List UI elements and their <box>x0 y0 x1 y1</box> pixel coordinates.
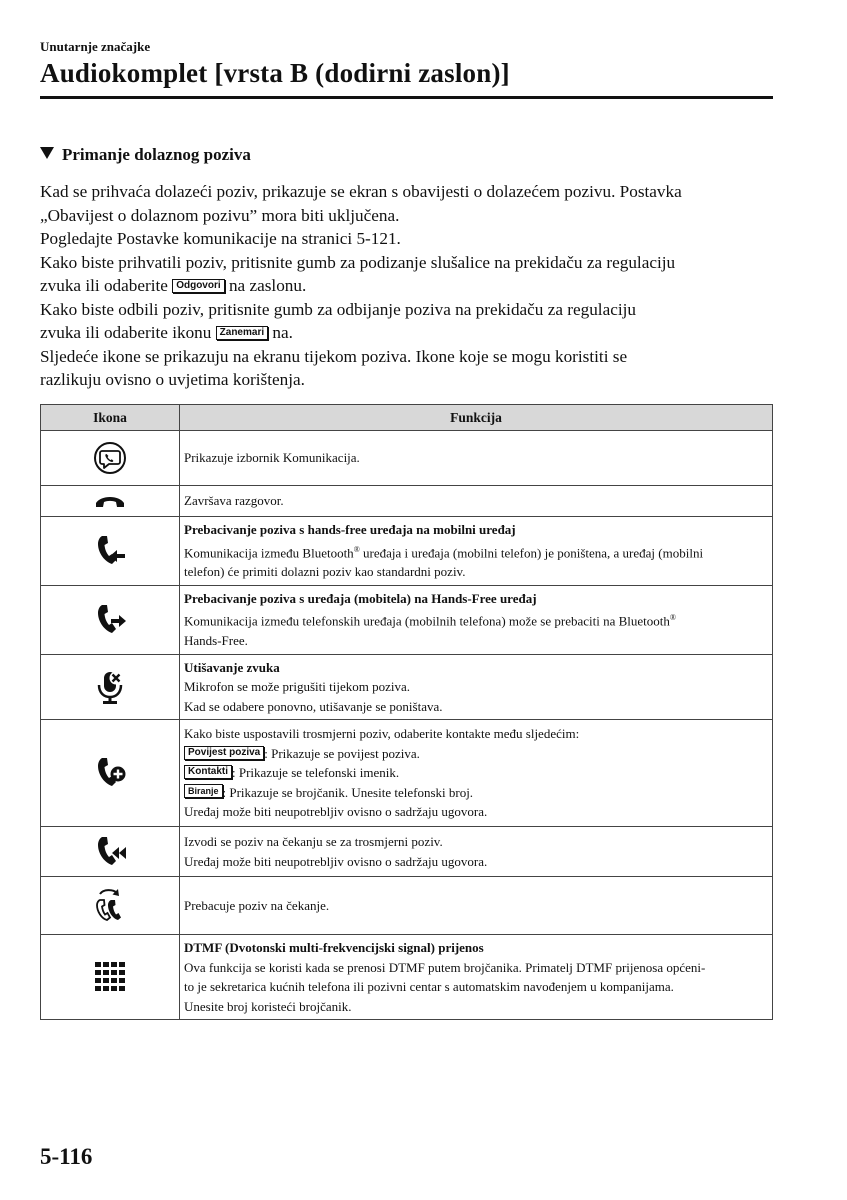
paragraph-line: „Obavijest o dolaznom pozivu” mora biti uključena. <box>40 205 400 225</box>
paragraph-line: Kako biste prihvatili poziv, pritisnite gumb za podizanje slušalice na prekidaču za regulaciju <box>40 252 676 272</box>
table-row <box>41 517 773 586</box>
function-cell: Kako biste uspostavili trosmjerni poziv, odaberite kontakte među sljedećim: Povijest poziva : Prikazuje se povijest poziva. Kontakti : Prikazuje se telefonski imenik. Biranje : Prikazuje se brojčanik. Unesite telefonski broj. Uređaj može biti neupotrebljiv ovisno o sadržaju ugovora. <box>180 720 773 827</box>
ignore-button-label: Zanemari <box>216 326 268 340</box>
merge-call-icon <box>92 834 128 870</box>
icon-cell <box>41 585 180 654</box>
call-history-button-label: Povijest poziva <box>184 746 264 760</box>
subheading-text: Primanje dolaznog poziva <box>62 145 251 164</box>
dtmf-keypad-icon <box>93 961 127 993</box>
icon-cell <box>41 877 180 935</box>
hang-up-icon <box>93 492 127 510</box>
icon-cell <box>41 486 180 517</box>
add-call-icon <box>92 754 128 792</box>
table-row <box>41 720 773 827</box>
icon-cell <box>41 827 180 877</box>
table-row <box>41 585 773 654</box>
function-cell: Prikazuje izbornik Komunikacija. <box>180 431 773 486</box>
mute-microphone-icon <box>95 668 125 706</box>
icon-cell <box>41 517 180 586</box>
function-cell: Završava razgovor. <box>180 486 773 517</box>
table-row <box>41 654 773 720</box>
table-row <box>41 877 773 935</box>
paragraph-line: Sljedeće ikone se prikazuju na ekranu tijekom poziva. Ikone koje se mogu koristiti se <box>40 346 628 366</box>
section-label: Unutarnje značajke <box>40 39 151 54</box>
function-cell: Prebacivanje poziva s hands-free uređaja na mobilni uređaj Komunikacija između Bluetooth® uređaja i uređaja (mobilni telefon) je poništena, a uređaj (mobilni telefon) će primiti dolazni poziv kao standardni poziv. <box>180 517 773 586</box>
function-cell: Prebacuje poziv na čekanje. <box>180 877 773 935</box>
paragraph-line: Kad se prihvaća dolazeći poziv, prikazuje se ekran s obavijesti o dolazećem pozivu. Postavka <box>40 182 682 201</box>
title-rule <box>40 96 773 99</box>
function-cell: Utišavanje zvuka Mikrofon se može prigušiti tijekom poziva. Kad se odabere ponovno, utišavanje se poništava. <box>180 654 773 720</box>
table-header-row <box>41 405 773 431</box>
paragraph-line: razlikuju ovisno o uvjetima korištenja. <box>40 370 305 389</box>
column-header-function: Funkcija <box>180 405 773 431</box>
function-cell: Izvodi se poziv na čekanju se za trosmjerni poziv. Uređaj može biti neupotrebljiv ovisno o sadržaju ugovora. <box>180 827 773 877</box>
icon-function-table <box>40 404 773 1020</box>
transfer-to-handsfree-icon <box>92 602 128 638</box>
table-row <box>41 935 773 1020</box>
paragraph-line: zvuka ili odaberite ikonu Zanemari na. <box>40 323 293 342</box>
communication-menu-icon <box>93 441 127 475</box>
contacts-button-label: Kontakti <box>184 765 232 779</box>
body-text <box>40 180 780 392</box>
page-number: 5-116 <box>40 1144 93 1169</box>
table-row <box>41 486 773 517</box>
table-row <box>41 827 773 877</box>
column-header-icon: Ikona <box>41 405 180 431</box>
paragraph-line: Kako biste odbili poziv, pritisnite gumb za odbijanje poziva na prekidaču za regulaciju <box>40 299 636 319</box>
transfer-to-phone-icon <box>92 533 128 569</box>
page-title: Audiokomplet [vrsta B (dodirni zaslon)] <box>40 58 510 88</box>
icon-cell <box>41 431 180 486</box>
dial-button-label: Biranje <box>184 784 223 798</box>
answer-button-label: Odgovori <box>172 279 224 293</box>
function-cell: DTMF (Dvotonski multi-frekvencijski signal) prijenos Ova funkcija se koristi kada se prenosi DTMF putem brojčanika. Primatelj DTMF prijenosa općeni- to je sekretarica kućnih telefona ili pozivni centar s automatskim navođenjem u kompanijama. Unesite broj koristeći brojčanik. <box>180 935 773 1020</box>
paragraph-line: Pogledajte Postavke komunikacije na stranici 5-121. <box>40 229 401 248</box>
hold-call-icon <box>92 886 128 926</box>
function-cell: Prebacivanje poziva s uređaja (mobitela) na Hands-Free uređaj Komunikacija između telefonskih uređaja (mobilnih telefona) može se prebaciti na Bluetooth® Hands-Free. <box>180 585 773 654</box>
icon-cell <box>41 935 180 1020</box>
icon-cell <box>41 720 180 827</box>
subheading <box>40 145 251 165</box>
paragraph-line: zvuka ili odaberite Odgovori na zaslonu. <box>40 276 307 295</box>
triangle-bullet-icon <box>40 147 54 159</box>
icon-cell <box>41 654 180 720</box>
table-row <box>41 431 773 486</box>
